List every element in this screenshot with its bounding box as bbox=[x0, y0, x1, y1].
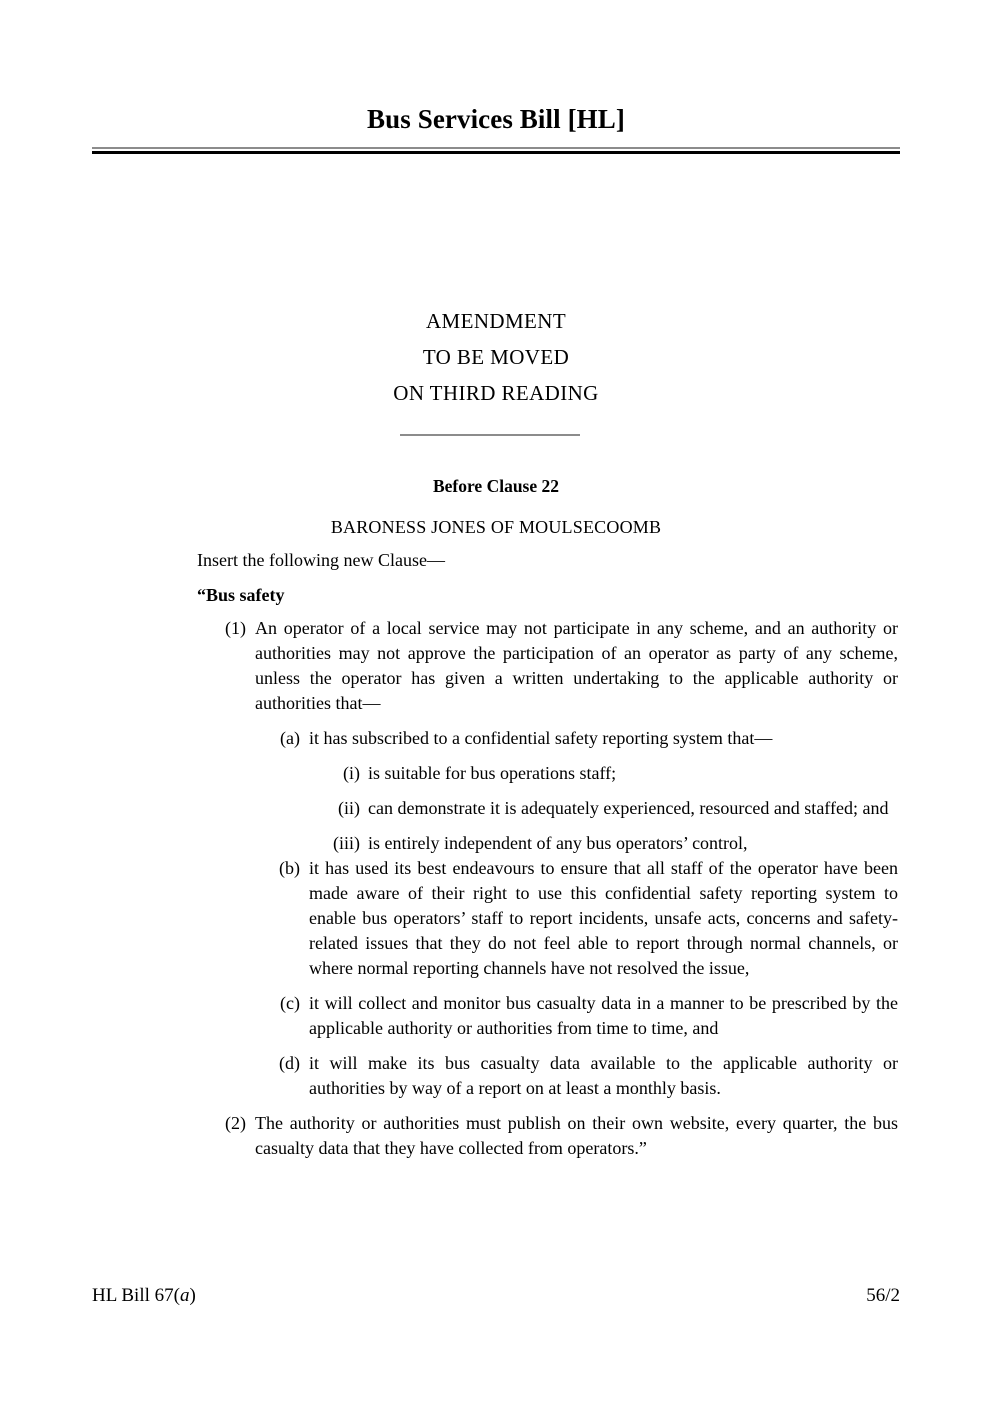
insert-instruction: Insert the following new Clause— bbox=[197, 550, 445, 570]
item-text: is entirely independent of any bus operators’ control, bbox=[368, 833, 748, 853]
item-marker: (i) bbox=[343, 763, 360, 783]
bill-number-prefix: HL Bill 67( bbox=[92, 1285, 180, 1306]
bill-number-suffix: ) bbox=[189, 1285, 196, 1306]
provision-list bbox=[197, 616, 898, 1161]
amendment-sponsor: BARONESS JONES OF MOULSECOOMB bbox=[330, 517, 662, 537]
paragraph-text: The authority or authorities must publish on their own website, every quarter, the bus casualty data that they have collected from operators.” bbox=[255, 1113, 898, 1158]
section-divider bbox=[400, 434, 580, 436]
title-divider-thick-line bbox=[92, 151, 900, 154]
amendment-heading-line-2: TO BE MOVED bbox=[422, 345, 570, 369]
page-reference: 56/2 bbox=[866, 1285, 900, 1306]
subparagraph-marker: (b) bbox=[279, 858, 300, 878]
item-text: is suitable for bus operations staff; bbox=[368, 763, 617, 783]
paragraph-marker: (2) bbox=[225, 1113, 246, 1133]
title-divider bbox=[92, 147, 900, 154]
subparagraph-text: it will collect and monitor bus casualty data in a manner to be prescribed by the applicable authority or authorities from time to time, and bbox=[309, 993, 898, 1038]
bill-number-italic-part: a bbox=[179, 1285, 190, 1306]
new-clause-title: “Bus safety bbox=[197, 585, 285, 605]
item-iii bbox=[197, 831, 898, 856]
subparagraph-c bbox=[197, 991, 898, 1041]
subparagraph-b bbox=[197, 856, 898, 981]
clause-heading: Before Clause 22 bbox=[432, 476, 560, 496]
subparagraph-marker: (c) bbox=[280, 993, 300, 1013]
subparagraph-text: it has subscribed to a confidential safety reporting system that— bbox=[309, 728, 773, 748]
paragraph-marker: (1) bbox=[225, 618, 246, 638]
item-marker: (iii) bbox=[333, 833, 360, 853]
amendment-heading-line-3: ON THIRD READING bbox=[393, 381, 599, 405]
item-marker: (ii) bbox=[338, 798, 360, 818]
paragraph-1 bbox=[197, 616, 898, 716]
subparagraph-item-list bbox=[197, 761, 898, 856]
subparagraph-text: it will make its bus casualty data available to the applicable authority or authorities by way of a report on at least a monthly basis. bbox=[309, 1053, 898, 1098]
subparagraph-d bbox=[197, 1051, 898, 1101]
item-text: can demonstrate it is adequately experienced, resourced and staffed; and bbox=[368, 798, 889, 818]
page-footer bbox=[92, 1285, 900, 1307]
page-title: Bus Services Bill [HL] bbox=[367, 104, 625, 134]
amendment-heading-line-1: AMENDMENT bbox=[425, 309, 567, 333]
item-i bbox=[197, 761, 898, 786]
subparagraph-a bbox=[197, 726, 898, 751]
title-divider-thin-line bbox=[92, 147, 900, 149]
amendment-body bbox=[197, 548, 898, 1161]
paragraph-text: An operator of a local service may not participate in any scheme, and an authority or authorities may not approve the participation of an operator as party of any scheme, unless the operator has given a written undertaking to the applicable authority or authorities that— bbox=[255, 618, 898, 713]
subparagraph-marker: (a) bbox=[280, 728, 300, 748]
item-ii bbox=[197, 796, 898, 821]
amendment-heading bbox=[92, 303, 900, 411]
subparagraph-marker: (d) bbox=[279, 1053, 300, 1073]
subparagraph-text: it has used its best endeavours to ensure that all staff of the operator have been made aware of their right to use this confidential safety reporting system to enable bus operators’ staff to report incidents, unsafe acts, concerns and safety-related issues that they do not feel able to report through normal channels, or where normal reporting channels have not resolved the issue, bbox=[309, 858, 898, 978]
bill-number bbox=[92, 1285, 196, 1307]
paragraph-2 bbox=[197, 1111, 898, 1161]
